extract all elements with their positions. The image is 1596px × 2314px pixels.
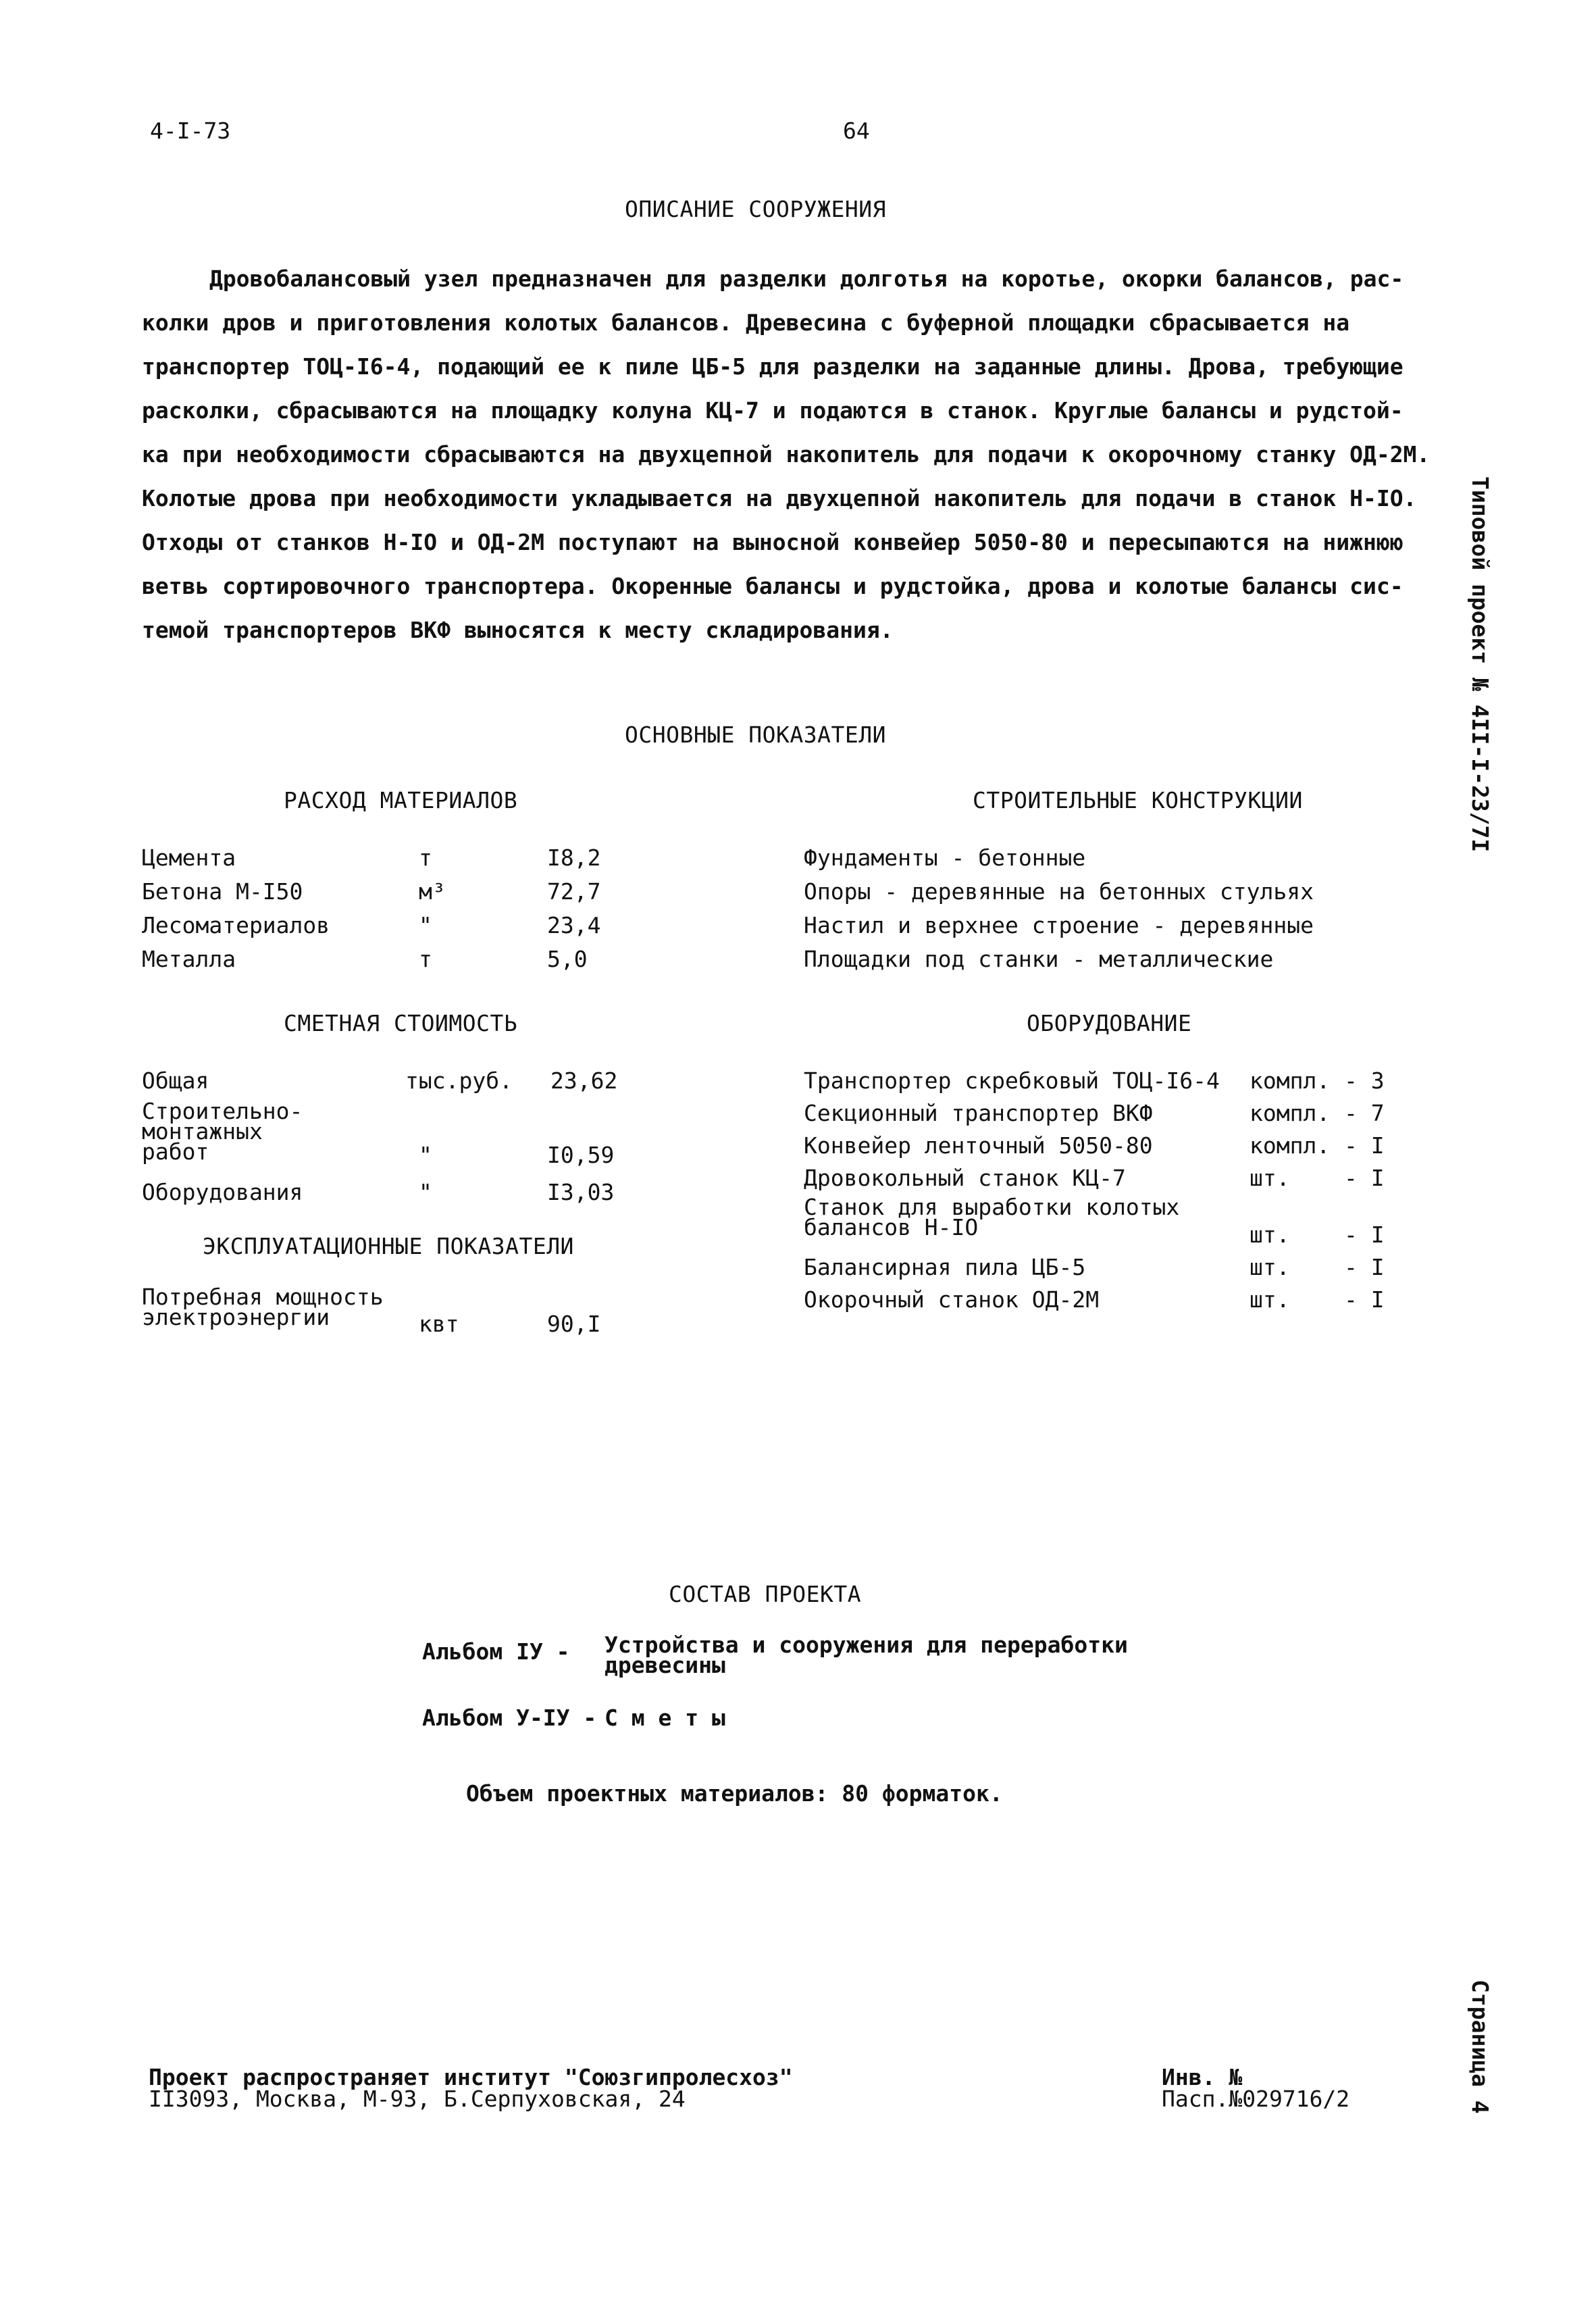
materials-value: 5,0: [547, 946, 588, 972]
materials-unit: т: [419, 845, 432, 871]
cost-value: I0,59: [547, 1142, 615, 1168]
album-2-text: С м е т ы: [604, 1705, 725, 1731]
equipment-unit: компл.: [1250, 1100, 1331, 1126]
description-title: ОПИСАНИЕ СООРУЖЕНИЯ: [625, 196, 886, 222]
operation-value: 90,I: [547, 1311, 601, 1337]
album-1-text: Устройства и сооружения для переработки древесины: [604, 1632, 1128, 1678]
constructions-title: СТРОИТЕЛЬНЫЕ КОНСТРУКЦИИ: [973, 787, 1303, 813]
distributor-line-2: II3093, Москва, М-93, Б.Серпуховская, 24: [149, 2086, 686, 2112]
equipment-qty: - I: [1344, 1222, 1385, 1248]
materials-name: Металла: [142, 946, 236, 972]
description-line: Колотые дрова при необходимости укладывается на двухцепной накопитель для подачи в станок Н-IO.: [142, 485, 1417, 511]
materials-name: Цемента: [142, 845, 236, 871]
equipment-qty: - 7: [1344, 1100, 1385, 1126]
cost-name: Оборудования: [142, 1179, 303, 1205]
materials-value: 72,7: [547, 878, 601, 905]
equipment-unit: шт.: [1250, 1165, 1290, 1191]
equipment-name: Конвейер ленточный 5050-80: [804, 1132, 1153, 1159]
description-line: ка при необходимости сбрасываются на двухцепной накопитель для подачи к окорочному станку ОД-2М.: [142, 441, 1431, 468]
construction-item: Опоры - деревянные на бетонных стульях: [804, 878, 1314, 905]
construction-item: Настил и верхнее строение - деревянные: [804, 912, 1314, 938]
distributor-line-1: Проект распространяет институт "Союзгипролесхоз": [149, 2064, 793, 2090]
equipment-name: Балансирная пила ЦБ-5: [804, 1254, 1086, 1280]
materials-title: РАСХОД МАТЕРИАЛОВ: [284, 787, 518, 813]
page-number: 64: [843, 118, 870, 144]
equipment-qty: - I: [1344, 1286, 1385, 1313]
operation-unit: квт: [419, 1311, 459, 1337]
equipment-unit: компл.: [1250, 1132, 1331, 1159]
equipment-name: Транспортер скребковый ТОЦ-I6-4: [804, 1067, 1220, 1094]
equipment-qty: - I: [1344, 1165, 1385, 1191]
description-line: Отходы от станков Н-IO и ОД-2М поступают на выносной конвейер 5050-80 и пересыпаются на нижнюю: [142, 529, 1404, 555]
equipment-unit: шт.: [1250, 1222, 1290, 1248]
construction-item: Фундаменты - бетонные: [804, 845, 1086, 871]
album-2-label: Альбом У-IУ -: [422, 1705, 597, 1731]
equipment-name: Секционный транспортер ВКФ: [804, 1100, 1153, 1126]
equipment-title: ОБОРУДОВАНИЕ: [1027, 1010, 1192, 1036]
equipment-qty: - I: [1344, 1254, 1385, 1280]
description-line: Дровобалансовый узел предназначен для разделки долготья на коротье, окорки балансов, рас-: [209, 266, 1404, 292]
equipment-unit: шт.: [1250, 1254, 1290, 1280]
composition-title: СОСТАВ ПРОЕКТА: [669, 1581, 862, 1607]
cost-name: Строительно- монтажных работ: [142, 1098, 303, 1165]
equipment-name: Дровокольный станок КЦ-7: [804, 1165, 1126, 1191]
passport-number: Пасп.№029716/2: [1162, 2086, 1350, 2112]
description-line: темой транспортеров ВКФ выносятся к месту складирования.: [142, 617, 894, 643]
description-paragraph: [142, 257, 1431, 652]
equipment-name: Станок для выработки колотых балансов Н-IO: [804, 1194, 1180, 1240]
cost-value: 23,62: [550, 1067, 618, 1094]
construction-item: Площадки под станки - металлические: [804, 946, 1274, 972]
materials-value: I8,2: [547, 845, 601, 871]
cost-unit: ": [419, 1142, 432, 1168]
side-project-label: Типовой проект № 4II-I-23/7I: [1467, 476, 1493, 853]
project-volume: Объем проектных материалов: 80 форматок.: [466, 1780, 1003, 1807]
operation-title: ЭКСПЛУАТАЦИОННЫЕ ПОКАЗАТЕЛИ: [203, 1233, 574, 1259]
cost-unit: тыс.руб.: [405, 1067, 513, 1094]
cost-name: Общая: [142, 1067, 209, 1094]
materials-value: 23,4: [547, 912, 601, 938]
cost-value: I3,03: [547, 1179, 615, 1205]
equipment-qty: - I: [1344, 1132, 1385, 1159]
equipment-unit: компл.: [1250, 1067, 1331, 1094]
inventory-number: Инв. №: [1162, 2064, 1243, 2090]
side-page-label: Страница 4: [1467, 1980, 1493, 2114]
equipment-unit: шт.: [1250, 1286, 1290, 1313]
main-indicators-title: ОСНОВНЫЕ ПОКАЗАТЕЛИ: [625, 722, 886, 748]
operation-name: Потребная мощность электроэнергии: [142, 1284, 384, 1330]
description-line: ветвь сортировочного транспортера. Окоренные балансы и рудстойка, дрова и колотые балансы сис-: [142, 573, 1404, 599]
cost-title: СМЕТНАЯ СТОИМОСТЬ: [284, 1010, 518, 1036]
equipment-name: Окорочный станок ОД-2М: [804, 1286, 1100, 1313]
description-line: колки дров и приготовления колотых балансов. Древесина с буферной площадки сбрасывается на: [142, 309, 1350, 336]
album-1-label: Альбом IУ -: [422, 1638, 570, 1665]
materials-unit: м³: [419, 878, 446, 905]
document-code: 4-I-73: [150, 118, 231, 144]
description-line: расколки, сбрасываются на площадку колуна КЦ-7 и подаются в станок. Круглые балансы и рудстой-: [142, 397, 1404, 424]
description-line: транспортер ТОЦ-I6-4, подающий ее к пиле ЦБ-5 для разделки на заданные длины. Дрова, требующие: [142, 353, 1404, 380]
equipment-qty: - 3: [1344, 1067, 1385, 1094]
cost-unit: ": [419, 1179, 432, 1205]
materials-unit: ": [419, 912, 432, 938]
materials-name: Бетона М-I50: [142, 878, 303, 905]
materials-name: Лесоматериалов: [142, 912, 330, 938]
materials-unit: т: [419, 946, 432, 972]
